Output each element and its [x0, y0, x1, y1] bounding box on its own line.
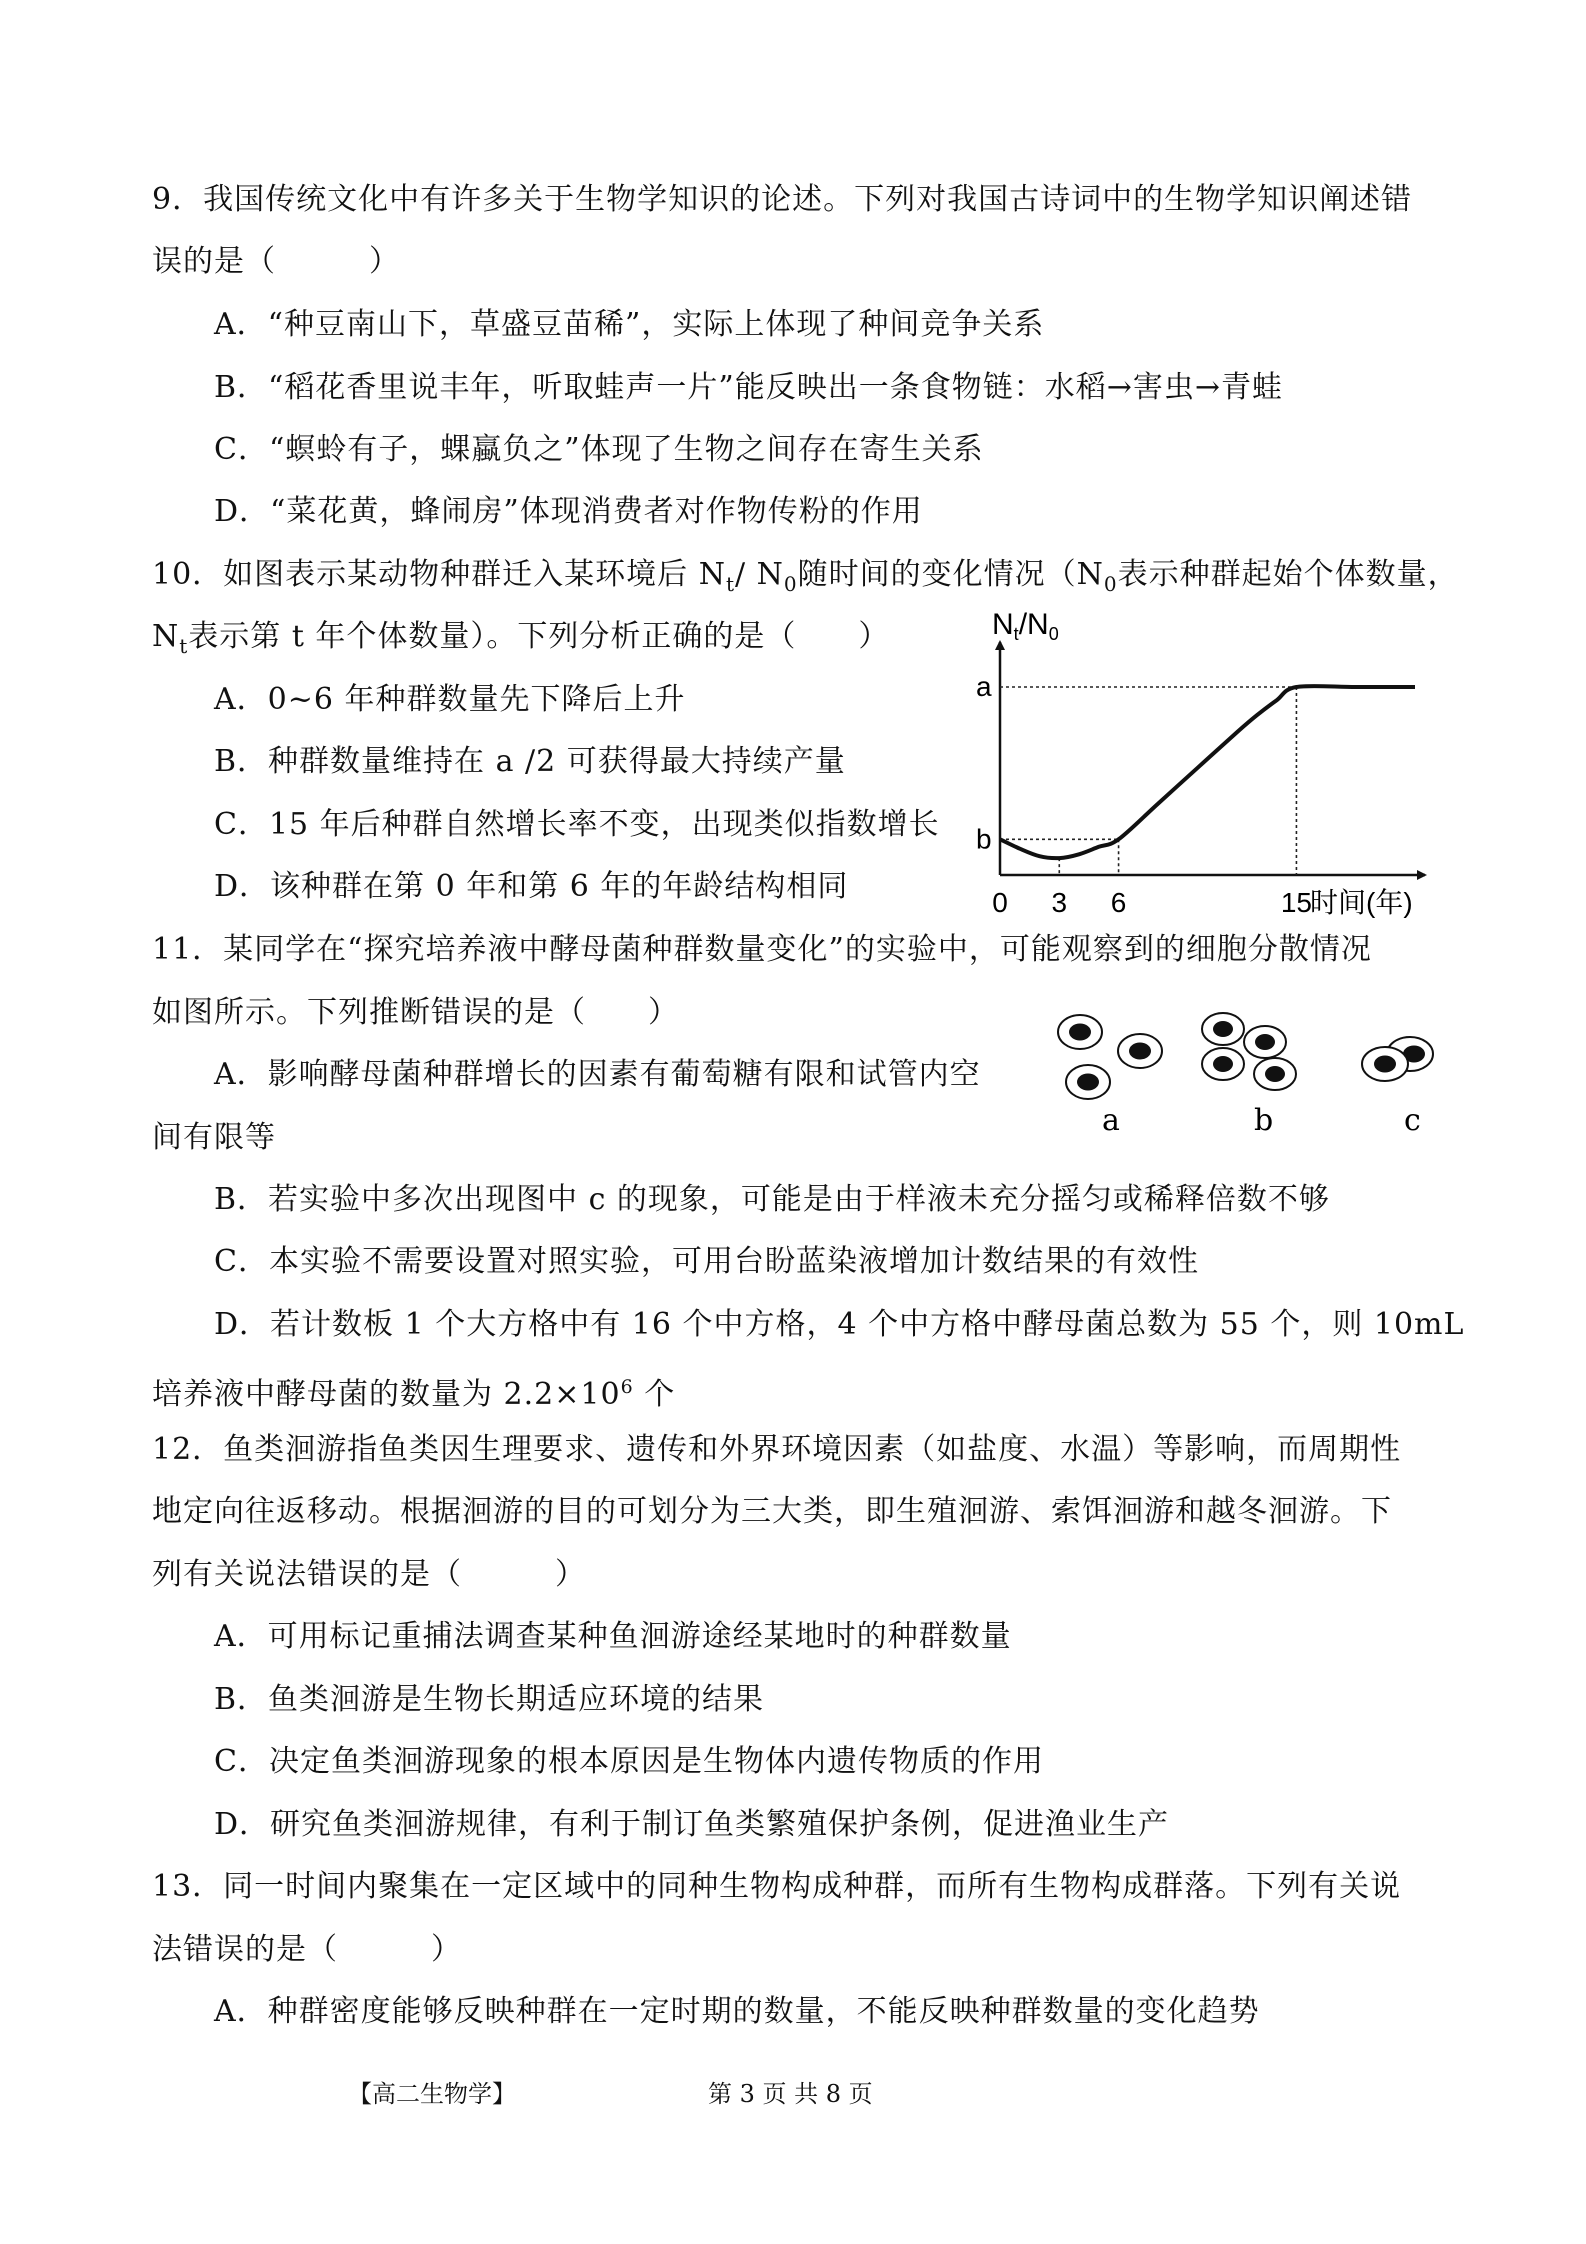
q11-option-a-line1: A．影响酵母菌种群增长的因素有葡萄糖有限和试管内空 [214, 1057, 981, 1092]
growth-curve [1000, 686, 1415, 858]
dashed-guides [1000, 687, 1296, 875]
y-tick-b: b [976, 823, 992, 855]
cell-group-b [1202, 1013, 1296, 1138]
y-tick-a: a [976, 671, 992, 702]
q12-option-b: B．鱼类洄游是生物长期适应环境的结果 [214, 1682, 765, 1717]
yeast-cell-figure [1040, 1000, 1460, 1160]
x-tick-labels [992, 887, 1312, 918]
x-axis-label: 时间(年) [1310, 887, 1413, 918]
q12-option-a: A．可用标记重捕法调查某种鱼洄游途经某地时的种群数量 [214, 1619, 1012, 1654]
q12-option-c: C．决定鱼类洄游现象的根本原因是生物体内遗传物质的作用 [214, 1744, 1044, 1779]
x-tick-15: 15 [1280, 887, 1313, 918]
x-tick-6: 6 [1110, 887, 1127, 918]
q9-stem-line1: 9．我国传统文化中有许多关于生物学知识的论述。下列对我国古诗词中的生物学知识阐述错 [152, 182, 1413, 217]
q11-option-d-line1: D．若计数板 1 个大方格中有 16 个中方格，4 个中方格中酵母菌总数为 55 个，则 10mL [214, 1307, 1465, 1342]
q9-option-c: C．“螟蛉有子，蜾蠃负之”体现了生物之间存在寄生关系 [214, 432, 984, 467]
q11-option-c: C．本实验不需要设置对照实验，可用台盼蓝染液增加计数结果的有效性 [214, 1244, 1199, 1279]
cell-group-c [1362, 1037, 1433, 1138]
q12-stem-line1: 12．鱼类洄游指鱼类因生理要求、遗传和外界环境因素（如盐度、水温）等影响，而周期性 [152, 1432, 1402, 1467]
q13-stem-line2: 法错误的是（ ） [152, 1932, 462, 1967]
q12-stem-line3: 列有关说法错误的是（ ） [152, 1557, 586, 1592]
x-tick-3: 3 [1051, 887, 1068, 918]
q11-stem-line1: 11．某同学在“探究培养液中酵母菌种群数量变化”的实验中，可能观察到的细胞分散情况 [152, 932, 1372, 967]
y-axis-label: $N_t/N_0$ [992, 608, 1059, 644]
population-growth-chart [960, 600, 1440, 930]
q9-stem-line2: 误的是（ ） [152, 244, 400, 279]
q13-option-a: A．种群密度能够反映种群在一定时期的数量，不能反映种群数量的变化趋势 [214, 1994, 1260, 2029]
q11-stem-line2: 如图所示。下列推断错误的是（ ） [152, 995, 679, 1030]
q9-option-d: D．“菜花黄，蜂闹房”体现消费者对作物传粉的作用 [214, 494, 923, 529]
footer-subject: 【高二生物学】 [348, 2080, 516, 2108]
q10-stem-line2: $N_t$表示第 t 年个体数量）。下列分析正确的是（ ） [152, 619, 890, 658]
cell-group-a [1058, 1015, 1162, 1138]
q11-option-b: B．若实验中多次出现图中 c 的现象，可能是由于样液未充分摇匀或稀释倍数不够 [214, 1182, 1330, 1217]
q13-stem-line1: 13．同一时间内聚集在一定区域中的同种生物构成种群，而所有生物构成群落。下列有关说 [152, 1869, 1402, 1904]
q10-option-c: C．15 年后种群自然增长率不变，出现类似指数增长 [214, 807, 940, 842]
footer-page-number: 第 3 页 共 8 页 [708, 2080, 873, 2108]
q10-option-a: A．0~6 年种群数量先下降后上升 [214, 682, 686, 717]
q10-stem-line1: 10．如图表示某动物种群迁入某环境后 $N_t/$ $N_0$随时间的变化情况（$N_0$表示种群起始个体数量， [152, 557, 1459, 596]
label-c: c [1404, 1103, 1421, 1138]
q9-option-b: B．“稻花香里说丰年，听取蛙声一片”能反映出一条食物链：水稻→害虫→青蛙 [214, 370, 1283, 405]
x-tick-0: 0 [992, 887, 1008, 918]
q10-option-b: B．种群数量维持在 a /2 可获得最大持续产量 [214, 744, 846, 779]
q9-option-a: A．“种豆南山下，草盛豆苗稀”，实际上体现了种间竞争关系 [214, 307, 1045, 342]
label-a: a [1102, 1103, 1120, 1138]
y-tick-labels [976, 671, 992, 854]
label-b: b [1254, 1103, 1274, 1138]
q11-option-d-line2: 培养液中酵母菌的数量为 $2.2\times 10^6$ 个 [152, 1376, 676, 1412]
q12-stem-line2: 地定向往返移动。根据洄游的目的可划分为三大类，即生殖洄游、索饵洄游和越冬洄游。下 [152, 1494, 1392, 1529]
q12-option-d: D．研究鱼类洄游规律，有利于制订鱼类繁殖保护条例，促进渔业生产 [214, 1807, 1170, 1842]
q11-option-a-line2: 间有限等 [152, 1120, 276, 1155]
q10-option-d: D．该种群在第 0 年和第 6 年的年龄结构相同 [214, 869, 849, 904]
